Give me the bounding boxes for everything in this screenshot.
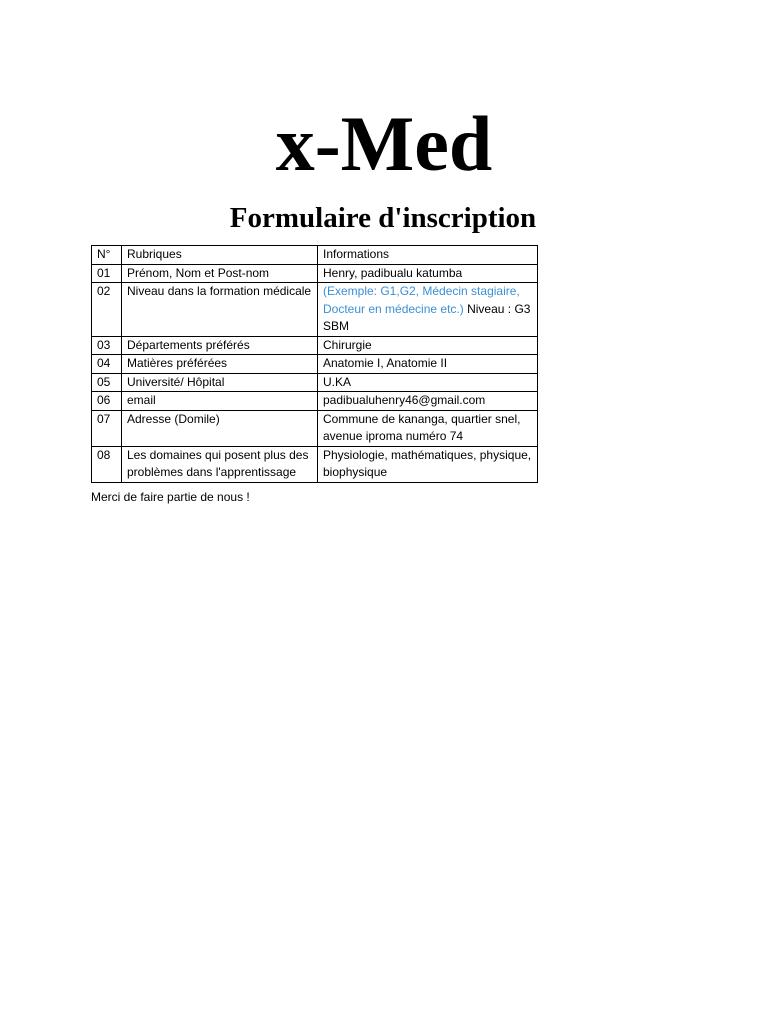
row-number: 02 xyxy=(92,283,122,337)
row-number: 05 xyxy=(92,373,122,392)
row-number: 06 xyxy=(92,392,122,411)
table-row xyxy=(92,373,538,392)
table-row xyxy=(92,446,538,482)
row-info-hint: (Exemple: G1,G2, Médecin stagiaire, Docteur en médecine etc.) xyxy=(323,284,520,316)
row-rubrique: Prénom, Nom et Post-nom xyxy=(122,264,318,283)
document-title: x-Med xyxy=(275,100,493,187)
row-rubrique: Les domaines qui posent plus des problèmes dans l'apprentissage xyxy=(122,446,318,482)
row-info-email: padibualuhenry46@gmail.com xyxy=(318,392,538,411)
row-number: 04 xyxy=(92,355,122,374)
row-info: Commune de kananga, quartier snel, avenue iproma numéro 74 xyxy=(318,410,538,446)
row-rubrique: email xyxy=(122,392,318,411)
table-row xyxy=(92,283,538,337)
table-row xyxy=(92,410,538,446)
table-row xyxy=(92,392,538,411)
table-row xyxy=(92,355,538,374)
row-number: 03 xyxy=(92,336,122,355)
table-row xyxy=(92,336,538,355)
registration-table xyxy=(91,245,538,483)
footer-thanks: Merci de faire partie de nous ! xyxy=(91,490,250,504)
row-rubrique: Niveau dans la formation médicale xyxy=(122,283,318,337)
row-info: U.KA xyxy=(318,373,538,392)
row-info: Physiologie, mathématiques, physique, biophysique xyxy=(318,446,538,482)
row-number: 01 xyxy=(92,264,122,283)
header-informations: Informations xyxy=(318,246,538,265)
row-rubrique: Matières préférées xyxy=(122,355,318,374)
header-rubriques: Rubriques xyxy=(122,246,318,265)
row-number: 07 xyxy=(92,410,122,446)
row-info: Chirurgie xyxy=(318,336,538,355)
header-number: N° xyxy=(92,246,122,265)
row-info: Niveau : G3 SBM xyxy=(323,301,531,333)
row-number: 08 xyxy=(92,446,122,482)
row-info-cell xyxy=(318,283,538,337)
table-header-row xyxy=(92,246,538,265)
row-info: Anatomie I, Anatomie II xyxy=(318,355,538,374)
row-rubrique: Université/ Hôpital xyxy=(122,373,318,392)
table-row xyxy=(92,264,538,283)
row-info: Henry, padibualu katumba xyxy=(318,264,538,283)
row-rubrique: Adresse (Domile) xyxy=(122,410,318,446)
document-subtitle: Formulaire d'inscription xyxy=(229,202,537,234)
row-rubrique: Départements préférés xyxy=(122,336,318,355)
